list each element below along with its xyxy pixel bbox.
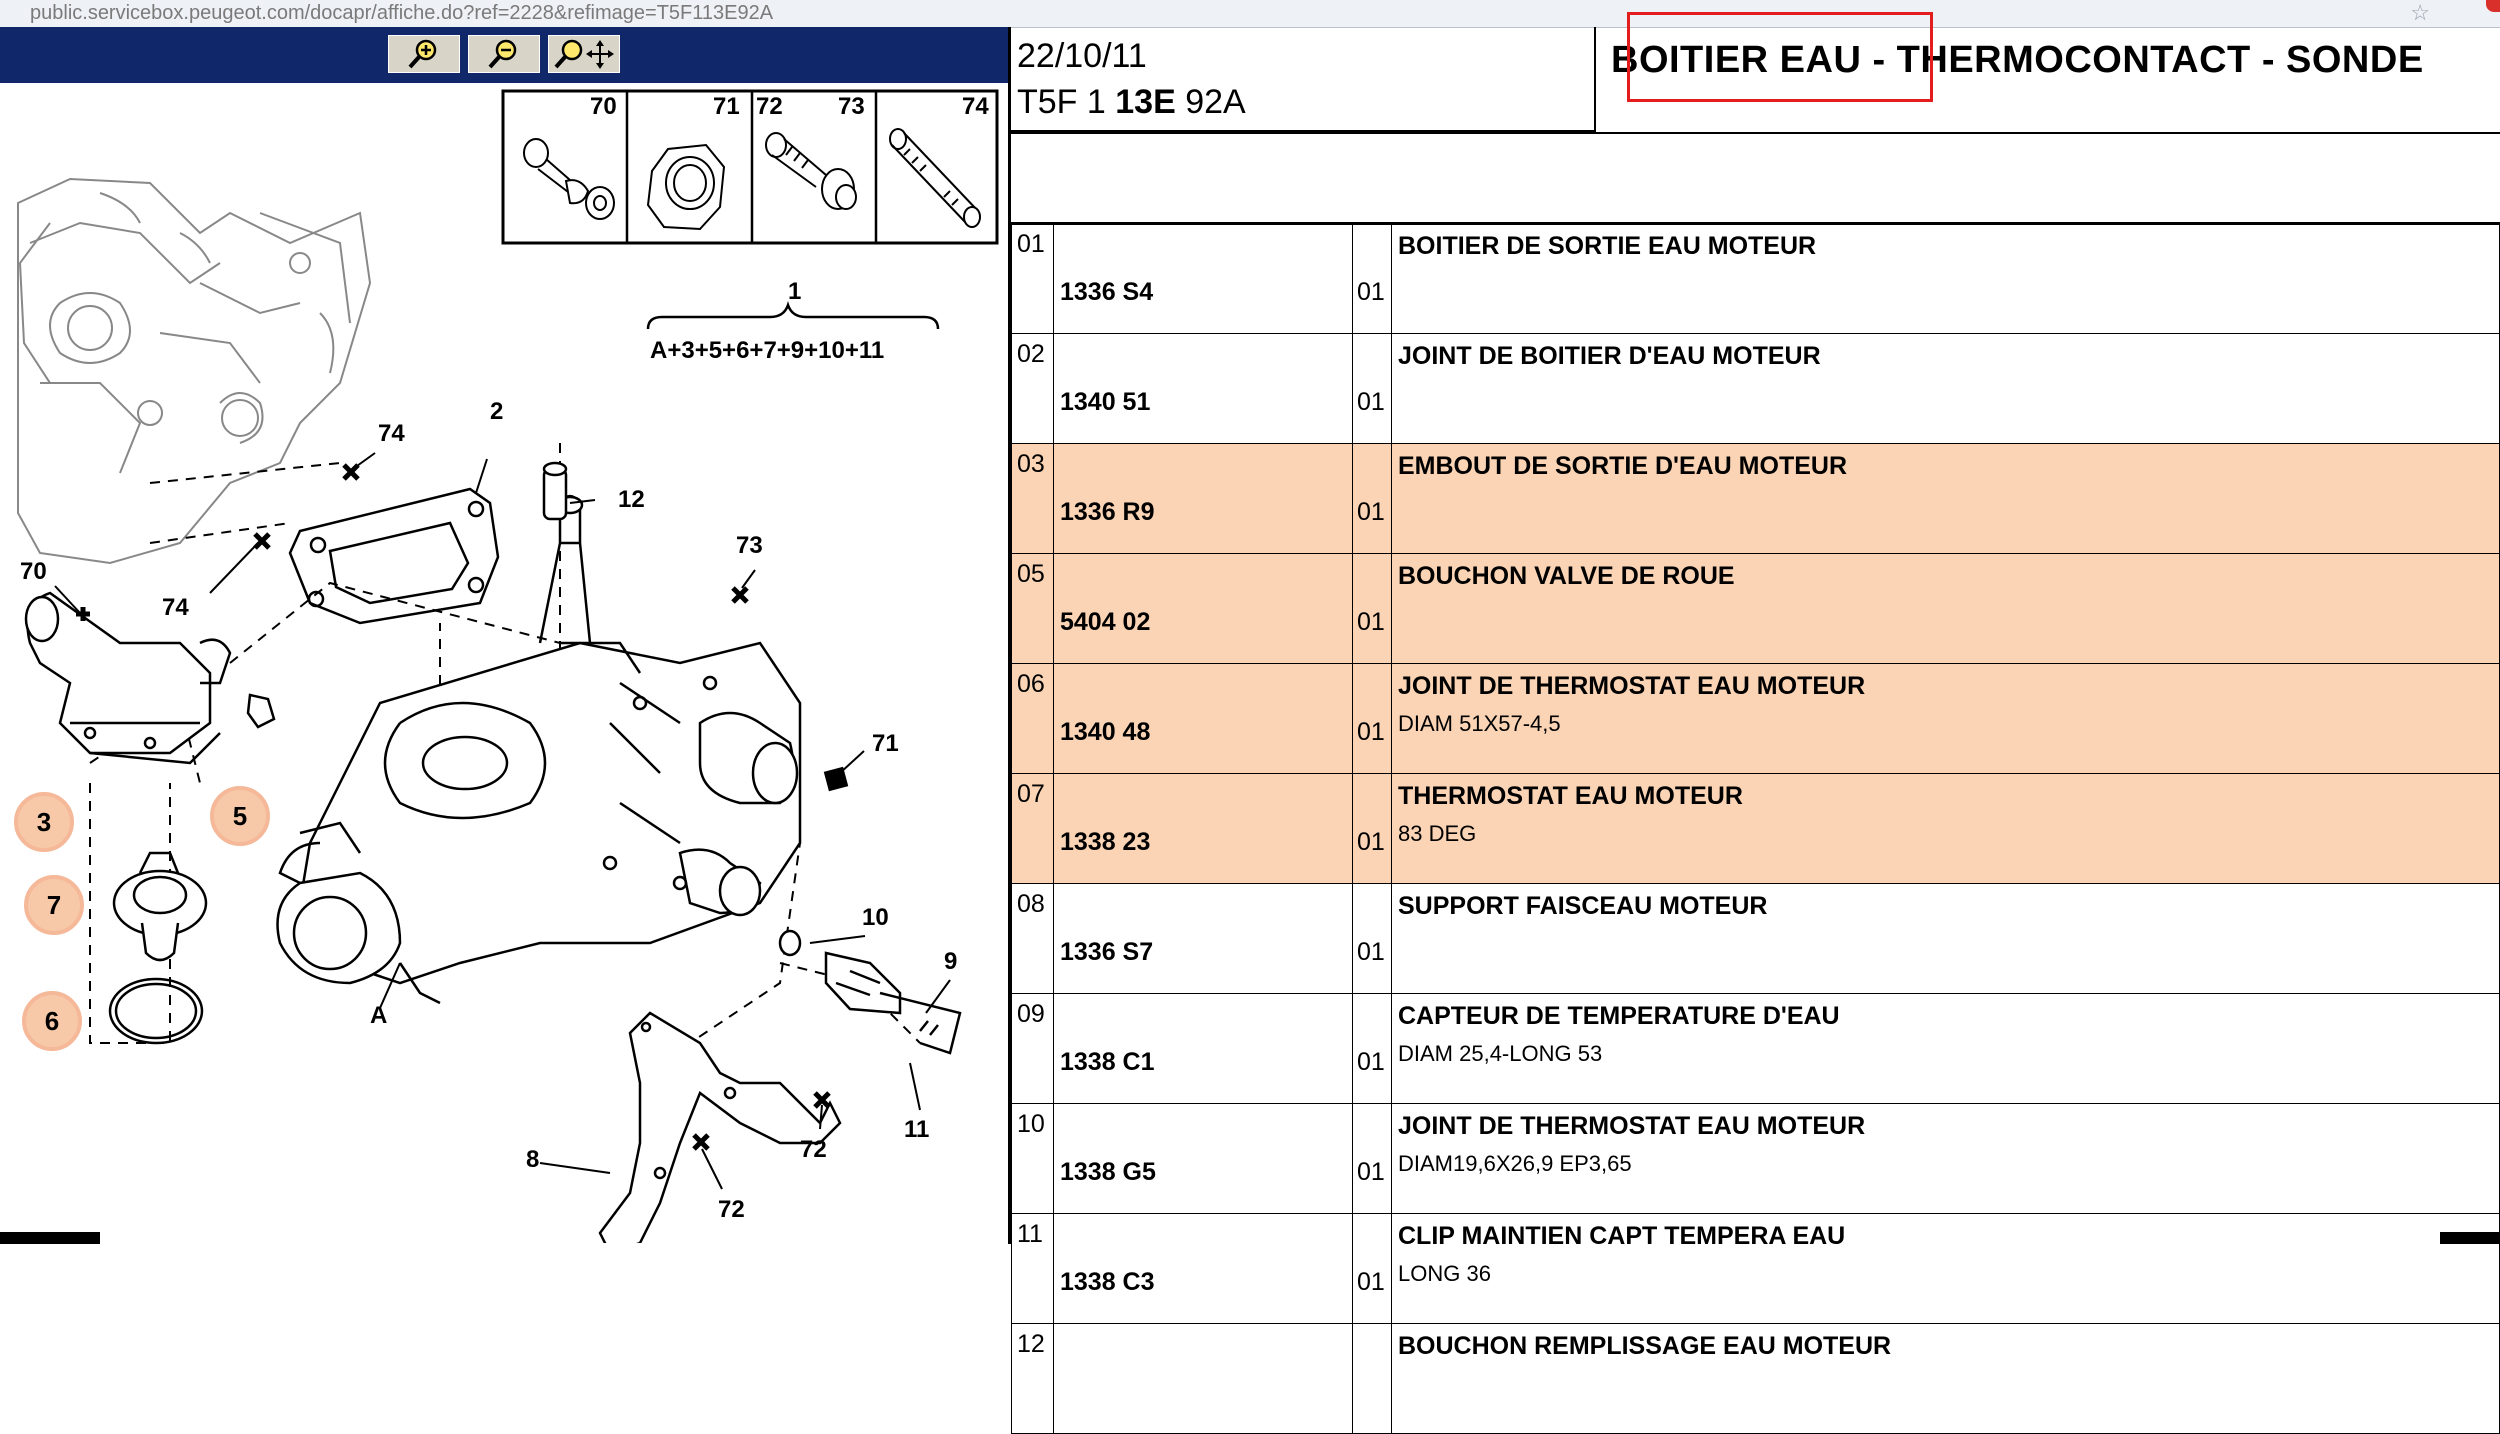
browser-address-bar[interactable] <box>0 0 2500 28</box>
header-info <box>1011 27 1596 132</box>
callout-5: 5 <box>232 801 248 831</box>
part-detail: 83 DEG <box>1398 821 1477 846</box>
row-index: 08 <box>1012 884 1054 994</box>
quantity-cell <box>1353 1214 1392 1324</box>
row-index: 07 <box>1012 774 1054 884</box>
gasket-2-drawing <box>290 489 498 623</box>
part-description: BOITIER DE SORTIE EAU MOTEUR <box>1398 232 1817 260</box>
callout-10: 10 <box>862 904 889 931</box>
row-index: 10 <box>1012 1104 1054 1214</box>
parts-row[interactable] <box>1012 554 2500 664</box>
quantity-cell <box>1353 554 1392 664</box>
zoom-toolbar <box>0 27 1008 83</box>
page-title-part2: - THERMOCONTACT - SONDE <box>1861 39 2424 81</box>
part-quantity: 01 <box>1357 1158 1385 1186</box>
callout-9: 9 <box>944 948 958 975</box>
part-quantity: 01 <box>1357 498 1385 526</box>
parts-row[interactable] <box>1012 664 2500 774</box>
row-index: 06 <box>1012 664 1054 774</box>
page-date: 22/10/11 <box>1017 37 1147 75</box>
callout-11: 11 <box>904 1116 930 1143</box>
zoom-in-button[interactable] <box>388 35 460 73</box>
callout-12: 12 <box>618 486 645 513</box>
kit-formula: A+3+5+6+7+9+10+11 <box>650 337 885 364</box>
row-index: 12 <box>1012 1324 1054 1434</box>
description-cell <box>1392 774 2500 884</box>
quantity-cell <box>1353 664 1392 774</box>
thermostat-7-drawing <box>114 853 206 960</box>
parts-row[interactable] <box>1012 774 2500 884</box>
part-detail: LONG 36 <box>1398 1261 1491 1286</box>
quantity-cell <box>1353 1324 1392 1434</box>
callout-7: 7 <box>46 890 62 920</box>
part-reference-cell[interactable] <box>1054 884 1353 994</box>
part-description: BOUCHON VALVE DE ROUE <box>1398 562 1735 590</box>
description-cell <box>1392 884 2500 994</box>
description-cell <box>1392 664 2500 774</box>
diagram-reference-bold: 13E <box>1115 83 1176 121</box>
row-index: 11 <box>1012 1214 1054 1324</box>
header-spacer <box>1011 132 2500 225</box>
part-description: CLIP MAINTIEN CAPT TEMPERA EAU <box>1398 1222 1846 1250</box>
part-description: BOUCHON REMPLISSAGE EAU MOTEUR <box>1398 1332 1892 1360</box>
callout-74-b: 74 <box>162 594 189 621</box>
part-reference-cell[interactable] <box>1054 334 1353 444</box>
part-reference-cell[interactable] <box>1054 664 1353 774</box>
callout-72-a: 72 <box>800 1136 827 1163</box>
footer-right <box>2440 1232 2500 1244</box>
part-reference[interactable]: 1336 S4 <box>1060 278 1154 306</box>
part-description: JOINT DE THERMOSTAT EAU MOTEUR <box>1398 672 1866 700</box>
callout-72-b: 72 <box>718 1196 745 1223</box>
inset-label-74: 74 <box>962 93 989 120</box>
fastener-inset <box>503 91 997 243</box>
part-quantity: 01 <box>1357 1268 1385 1296</box>
footer-left <box>0 1232 100 1244</box>
page-title-part1: BOITIER EAU <box>1611 39 1862 81</box>
callout-70: 70 <box>20 558 47 585</box>
part-quantity: 01 <box>1357 608 1385 636</box>
part-reference[interactable]: 1338 G5 <box>1060 1158 1156 1186</box>
diagram-reference-prefix: T5F 1 <box>1017 83 1116 121</box>
part-quantity: 01 <box>1357 1048 1385 1076</box>
bookmark-star-icon[interactable]: ☆ <box>2410 0 2430 25</box>
description-cell <box>1392 334 2500 444</box>
part-reference[interactable]: 1336 R9 <box>1060 498 1155 526</box>
part-description: THERMOSTAT EAU MOTEUR <box>1398 782 1743 810</box>
quantity-cell <box>1353 994 1392 1104</box>
parts-list-pane <box>1011 27 2500 1360</box>
cap-12-drawing <box>544 463 566 519</box>
water-outlet-3-drawing <box>26 593 230 763</box>
parts-row[interactable] <box>1012 1324 2500 1434</box>
part-detail: DIAM 51X57-4,5 <box>1398 711 1561 736</box>
parts-row[interactable] <box>1012 224 2500 334</box>
part-quantity: 01 <box>1357 718 1385 746</box>
part-description: JOINT DE THERMOSTAT EAU MOTEUR <box>1398 1112 1866 1140</box>
quantity-cell <box>1353 1104 1392 1214</box>
row-index: 09 <box>1012 994 1054 1104</box>
description-cell <box>1392 1324 2500 1434</box>
part-detail: DIAM 25,4-LONG 53 <box>1398 1041 1603 1066</box>
part-reference-cell[interactable] <box>1054 444 1353 554</box>
inset-label-73: 73 <box>838 93 865 120</box>
callout-2: 2 <box>490 398 504 425</box>
callout-3: 3 <box>36 807 52 837</box>
part-reference-cell[interactable] <box>1054 1104 1353 1214</box>
quantity-cell <box>1353 224 1392 334</box>
row-index: 05 <box>1012 554 1054 664</box>
part-reference[interactable]: 1336 S7 <box>1060 938 1154 966</box>
zoom-pan-button[interactable] <box>548 35 620 73</box>
part-reference-cell[interactable] <box>1054 994 1353 1104</box>
part-reference[interactable]: 1340 51 <box>1060 388 1151 416</box>
row-index: 01 <box>1012 224 1054 334</box>
part-description: SUPPORT FAISCEAU MOTEUR <box>1398 892 1768 920</box>
description-cell <box>1392 554 2500 664</box>
seal-6-drawing <box>110 979 202 1043</box>
part-reference-cell[interactable] <box>1054 1214 1353 1324</box>
part-reference[interactable]: 1338 C1 <box>1060 1048 1155 1076</box>
part-quantity: 01 <box>1357 938 1385 966</box>
callout-8: 8 <box>526 1146 540 1173</box>
parts-row[interactable] <box>1012 994 2500 1104</box>
inset-label-70: 70 <box>590 93 617 120</box>
parts-row[interactable] <box>1012 334 2500 444</box>
part-reference[interactable]: 1340 48 <box>1060 718 1151 746</box>
callout-6: 6 <box>44 1006 60 1036</box>
kit-label: 1 <box>788 278 802 305</box>
part-quantity: 01 <box>1357 388 1385 416</box>
parts-row[interactable] <box>1012 1214 2500 1324</box>
parts-row[interactable] <box>1012 884 2500 994</box>
part-reference-cell[interactable] <box>1054 224 1353 334</box>
part-reference-cell[interactable] <box>1054 774 1353 884</box>
description-cell <box>1392 224 2500 334</box>
callout-73: 73 <box>736 532 763 559</box>
engine-block-drawing <box>18 179 370 563</box>
part-reference-cell[interactable] <box>1054 554 1353 664</box>
parts-row[interactable] <box>1012 1104 2500 1214</box>
row-index: 02 <box>1012 334 1054 444</box>
zoom-pan-icon <box>552 37 616 71</box>
diagram-reference-suffix: 92A <box>1175 83 1246 121</box>
url-text[interactable]: public.servicebox.peugeot.com/docapr/affiche.do?ref=2228&refimage=T5F113E92A <box>30 2 774 24</box>
plug-5-drawing <box>248 695 274 727</box>
part-description: CAPTEUR DE TEMPERATURE D'EAU <box>1398 1002 1840 1030</box>
quantity-cell <box>1353 444 1392 554</box>
description-cell <box>1392 444 2500 554</box>
part-description: EMBOUT DE SORTIE D'EAU MOTEUR <box>1398 452 1848 480</box>
diagram-reference <box>1017 83 1246 122</box>
callout-a: A <box>370 1002 388 1029</box>
inset-label-72: 72 <box>756 93 783 120</box>
browser-menu-icon[interactable] <box>2486 0 2500 12</box>
description-cell <box>1392 1214 2500 1324</box>
zoom-out-button[interactable] <box>468 35 540 73</box>
sensor-9-drawing <box>780 931 960 1053</box>
diagram-viewer <box>0 27 1011 1244</box>
zoom-in-icon <box>402 37 446 71</box>
title-highlight-box <box>1627 12 1933 102</box>
zoom-out-icon <box>482 37 526 71</box>
part-reference[interactable]: 1338 23 <box>1060 828 1151 856</box>
part-reference[interactable]: 5404 02 <box>1060 608 1151 636</box>
quantity-cell <box>1353 884 1392 994</box>
description-cell <box>1392 1104 2500 1214</box>
row-index: 03 <box>1012 444 1054 554</box>
kit-brace <box>648 278 938 364</box>
part-quantity: 01 <box>1357 828 1385 856</box>
inset-label-71: 71 <box>713 93 740 120</box>
quantity-cell <box>1353 334 1392 444</box>
part-description: JOINT DE BOITIER D'EAU MOTEUR <box>1398 342 1821 370</box>
part-detail: DIAM19,6X26,9 EP3,65 <box>1398 1151 1632 1176</box>
callout-74-a: 74 <box>378 420 405 447</box>
callout-71: 71 <box>872 730 899 757</box>
nut-71-marker <box>824 767 848 791</box>
parts-row[interactable] <box>1012 444 2500 554</box>
part-quantity: 01 <box>1357 278 1385 306</box>
parts-table <box>1011 223 2500 1434</box>
quantity-cell <box>1353 774 1392 884</box>
part-reference-cell[interactable] <box>1054 1324 1353 1434</box>
description-cell <box>1392 994 2500 1104</box>
exploded-parts-diagram[interactable] <box>0 83 1008 1243</box>
part-reference[interactable]: 1338 C3 <box>1060 1268 1155 1296</box>
